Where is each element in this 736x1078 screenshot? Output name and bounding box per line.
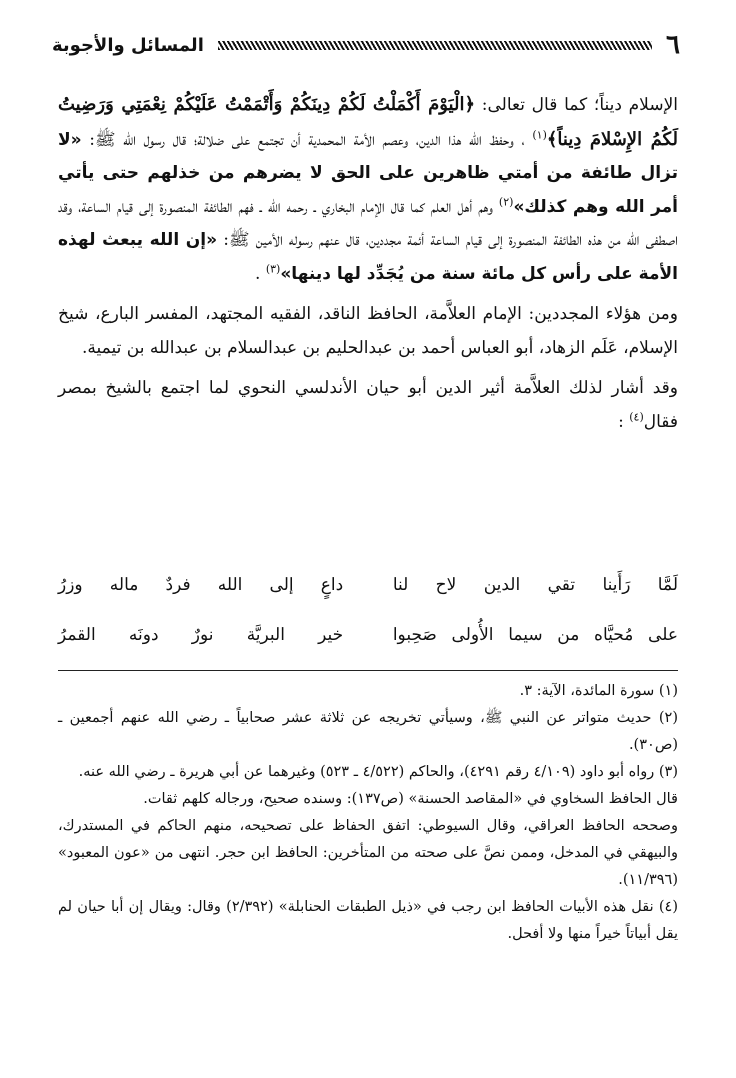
- verse-second-hemistich: داعٍ إلى الله فردٌ ماله وزرُ: [58, 575, 344, 595]
- paragraph-3: [58, 372, 678, 439]
- text-span: :: [618, 411, 630, 432]
- paragraph-2: ومن هؤلاء المجددين: الإمام العلاَّمة، الحافظ الناقد، الفقيه المجتهد، المفسر البارع، شيخ الإسلام، عَلَم الزهاد، أبو العباس أحمد بن عبدالحليم بن عبدالسلام بن عبدالله بن تيمية.: [58, 304, 678, 358]
- poem: [58, 560, 678, 660]
- hadith-quote: «إن الله يبعث لهذه الأمة على رأس كل مائة سنة من يُجَدِّد لها دينها»: [58, 230, 678, 284]
- footnote: (٢) حديث متواتر عن النبي ﷺ، وسيأتي تخريجه عن ثلاثة عشر صحابياً ـ رضي الله عنهم أجمعين ـ (ص٣٠).: [58, 710, 678, 753]
- footnote: (١) سورة المائدة، الآية: ٣.: [519, 683, 678, 699]
- page-header: [52, 28, 680, 62]
- quran-verse: ﴿الْيَوْمَ أَكْمَلْتُ لَكُمْ دِينَكُمْ وَأَتْمَمْتُ عَلَيْكُمْ نِعْمَتِي وَرَضِيتُ لَكُمُ الإِسْلامَ دِيناً﴾: [58, 94, 678, 150]
- paragraph-1: [58, 88, 678, 291]
- footnote: وصححه الحافظ العراقي، وقال السيوطي: اتفق الحفاظ على تصحيحه، منهم الحاكم في المستدرك، والبيهقي في المدخل، وممن نصَّ على صحته من المتأخرين: الحافظ ابن حجر. انتهى من «عون المعبود» (١١/٣٩٦).: [58, 818, 678, 888]
- book-title: المسائل والأجوبة: [52, 34, 204, 56]
- main-text: [58, 88, 678, 439]
- footnote: (٤) نقل هذه الأبيات الحافظ ابن رجب في «ذيل الطبقات الحنابلة» (٢/٣٩٢) وقال: ويقال إن أبا حيان لم يقل أبياتاً خيراً منها ولا أفحل.: [58, 899, 678, 942]
- text-span: الإسلام ديناً؛ كما قال تعالى:: [475, 95, 678, 115]
- footnotes: [58, 678, 678, 948]
- footnote-ref-1: (١): [532, 127, 547, 141]
- poem-verse: [58, 610, 678, 660]
- footnote-ref-4: (٤): [629, 409, 644, 423]
- header-rule: [218, 41, 652, 50]
- verse-second-hemistich: خير البريَّة نورٌ دونَه القمرُ: [58, 625, 344, 645]
- text-span: .: [255, 263, 266, 284]
- hadith-quote: «لا تزال طائفة من أمتي ظاهرين على الحق لا يضرهم من خذلهم حتى يأتي أمر الله وهم كذلك»: [58, 129, 679, 217]
- verse-first-hemistich: على مُحيَّاه من سيما الأُولى صَحِبوا: [392, 625, 678, 645]
- text-span: وهم أهل العلم كما قال الإمام البخاري ـ رحمه الله ـ فهم الطائفة المنصورة إلى قيام الساعة، وقد اصطفى الله من هذه الطائفة المنصورة إلى قيام الساعة أئمة مجددين، قال عنهم رسوله الأمين ﷺ:: [58, 196, 678, 250]
- page-number: ٦: [666, 30, 680, 60]
- footnote-divider: [58, 670, 678, 671]
- text-span: ، وحفظ الله هذا الدين، وعصم الأمة المحمدية أن تجتمع على ضلالة؛ قال رسول الله ﷺ:: [81, 129, 533, 150]
- footnote-ref-3: (٣): [265, 261, 281, 275]
- text-span: وقد أشار لذلك العلاَّمة أثير الدين أبو حيان الأندلسي النحوي لما اجتمع بالشيخ بمصر فقال: [58, 378, 678, 432]
- poem-verse: [58, 560, 678, 610]
- footnote: قال الحافظ السخاوي في «المقاصد الحسنة» (ص١٣٧): وسنده صحيح، ورجاله كلهم ثقات.: [143, 791, 678, 807]
- footnote: (٣) رواه أبو داود (٤/١٠٩ رقم ٤٢٩١)، والحاكم (٤/٥٢٢ ـ ٥٢٣) وغيرهما عن أبي هريرة ـ رضي الله عنه.: [78, 764, 678, 780]
- footnote-ref-2: (٢): [498, 194, 514, 208]
- verse-first-hemistich: لَمَّا رَأَينا تقي الدين لاح لنا: [392, 575, 678, 595]
